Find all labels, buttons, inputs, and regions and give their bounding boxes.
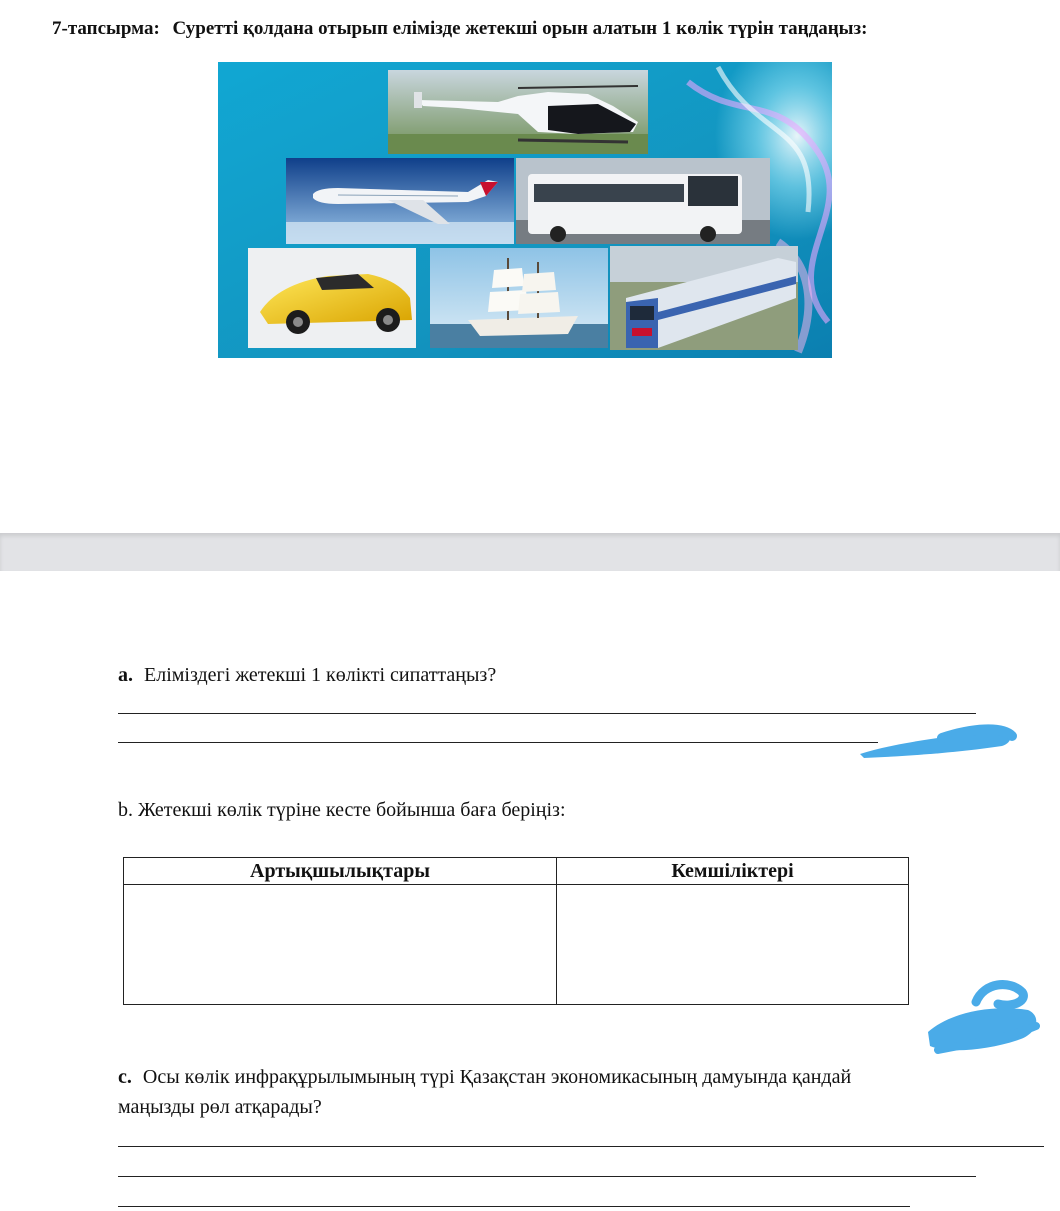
question-c-line2: маңызды рөл атқарады? xyxy=(118,1096,322,1118)
table-header-disadvantages: Кемшіліктері xyxy=(557,858,909,885)
task-number: 7-тапсырма: xyxy=(52,18,160,39)
question-c-line1 xyxy=(118,1066,851,1089)
sports-car-photo xyxy=(248,248,416,348)
task-text: Суретті қолдана отырып елімізде жетекші орын алатын 1 көлік түрін таңдаңыз: xyxy=(172,18,868,39)
advantages-cell[interactable] xyxy=(124,885,557,1005)
answer-line-c2[interactable] xyxy=(118,1176,976,1177)
evaluation-table xyxy=(123,857,909,1005)
train-photo xyxy=(610,246,798,350)
disadvantages-cell[interactable] xyxy=(557,885,909,1005)
bus-photo xyxy=(516,158,770,244)
question-b-letter: b. xyxy=(118,799,133,821)
question-a-letter: a. xyxy=(118,664,133,686)
question-a xyxy=(118,664,496,687)
answer-line-a2[interactable] xyxy=(118,742,878,743)
answer-line-c1[interactable] xyxy=(118,1146,1044,1147)
task-title xyxy=(52,18,867,40)
sailing-ship-photo xyxy=(430,248,608,348)
question-c-letter: c. xyxy=(118,1066,132,1088)
worksheet-page-1 xyxy=(0,0,1060,533)
transport-collage-image xyxy=(218,62,832,358)
page-separator xyxy=(0,533,1060,571)
answer-line-a1[interactable] xyxy=(118,713,976,714)
airplane-photo xyxy=(286,158,514,244)
helicopter-photo xyxy=(388,70,648,154)
question-c-text-line1: Осы көлік инфрақұрылымының түрі Қазақстан экономикасының дамуында қандай xyxy=(142,1066,852,1088)
question-a-text: Еліміздегі жетекші 1 көлікті сипаттаңыз? xyxy=(144,664,497,686)
blue-scribble-mark xyxy=(852,716,1020,764)
question-b xyxy=(118,799,566,822)
answer-line-c3[interactable] xyxy=(118,1206,910,1207)
blue-scribble-mark-2 xyxy=(918,974,1046,1060)
question-b-text: Жетекші көлік түріне кесте бойынша баға беріңіз: xyxy=(138,799,566,821)
table-header-advantages: Артықшылықтары xyxy=(124,858,557,885)
